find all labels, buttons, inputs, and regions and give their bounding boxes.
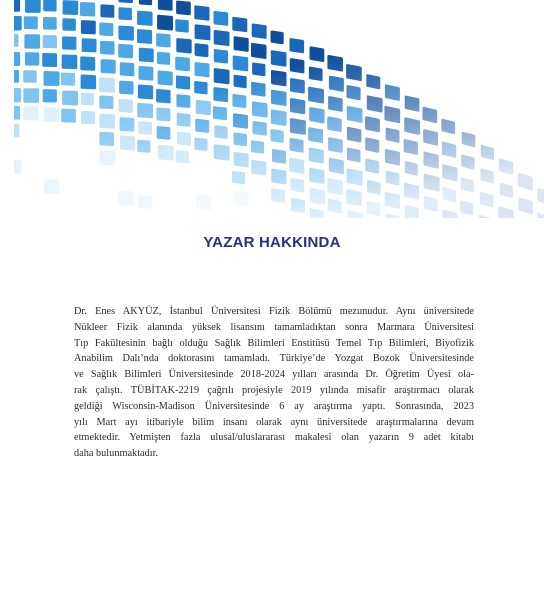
author-biography <box>74 304 474 462</box>
biography-line: Nükleer Fizik alanında yüksek lisansını tamamladıktan sonra Marmara Üniversitesi <box>74 321 474 333</box>
biography-line: etmektedir. Yetmişten fazla ulusal/uluslararası makalesi olan yazarın 9 adet kitabı <box>74 432 474 444</box>
biography-line: Anabilim Dalı’nda doktorasını tamamladı. Türkiye’de Yozgat Bozok Üniversitesinde <box>74 353 474 365</box>
biography-line: daha bulunmaktadır. <box>74 448 159 460</box>
biography-line: geldiği Wisconsin-Madison Üniversitesinde 6 ay araştırma yaptı. Sonrasında, 2023 <box>74 400 474 412</box>
banner-fade-overlay <box>14 0 544 218</box>
biography-line: Dr. Enes AKYÜZ, İstanbul Üniversitesi Fizik Bölümü mezunudur. Aynı üniversitede <box>74 306 474 317</box>
mosaic-banner-image <box>14 0 544 218</box>
biography-line: rak çalıştı. TÜBİTAK-2219 çağrılı projesiyle 2019 yılında misafir araştırmacı olarak <box>74 384 474 396</box>
blue-mosaic-graphic <box>14 0 544 218</box>
section-title: YAZAR HAKKINDA <box>203 234 341 251</box>
biography-line: Tıp Fakültesinin bağlı olduğu Sağlık Bilimleri Enstitüsü Temel Tıp Bilimleri, Biyofizik <box>74 337 474 349</box>
biography-line: ve Sağlık Bilimleri Üniversitesinde 2018-2024 yılları arasında Dr. Öğretim Üyesi ola- <box>74 369 474 381</box>
biography-line: yılı Mart ayı itibariyle bilim insanı olarak aynı üniversitede araştırmalarına devam <box>74 416 474 428</box>
